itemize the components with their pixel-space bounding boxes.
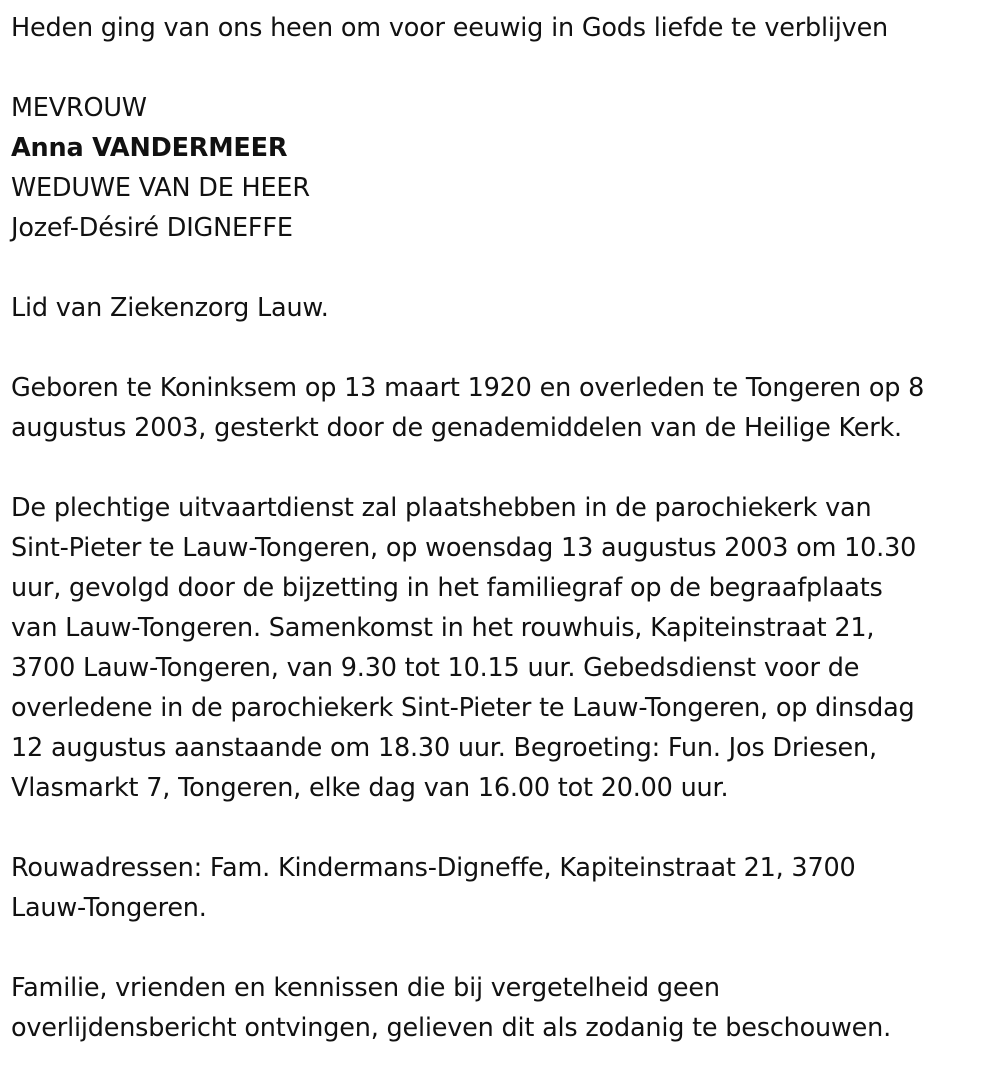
person-name: Anna VANDERMEER xyxy=(11,133,288,163)
spouse-name: Jozef-Désiré DIGNEFFE xyxy=(11,213,293,243)
text-line: Vlasmarkt 7, Tongeren, elke dag van 16.00 tot 20.00 uur. xyxy=(11,773,729,803)
spacer xyxy=(11,248,986,288)
text-line: De plechtige uitvaartdienst zal plaatshebben in de parochiekerk van xyxy=(11,493,872,523)
text-line: Rouwadressen: Fam. Kindermans-Digneffe, Kapiteinstraat 21, 3700 xyxy=(11,853,856,883)
spacer xyxy=(11,448,986,488)
text-line: Familie, vrienden en kennissen die bij vergetelheid geen xyxy=(11,973,720,1003)
text-line: 3700 Lauw-Tongeren, van 9.30 tot 10.15 uur. Gebedsdienst voor de xyxy=(11,653,860,683)
text-line: Lauw-Tongeren. xyxy=(11,893,207,923)
text-line: 12 augustus aanstaande om 18.30 uur. Begroeting: Fun. Jos Driesen, xyxy=(11,733,877,763)
closing-paragraph xyxy=(11,968,986,1048)
spacer xyxy=(11,808,986,848)
condolences-paragraph xyxy=(11,848,986,928)
service-paragraph xyxy=(11,488,986,808)
spacer xyxy=(11,928,986,968)
text-line: augustus 2003, gesterkt door de genademiddelen van de Heilige Kerk. xyxy=(11,413,902,443)
spacer xyxy=(11,328,986,368)
intro-line: Heden ging van ons heen om voor eeuwig in Gods liefde te verblijven xyxy=(11,13,889,43)
person-relation: WEDUWE VAN DE HEER xyxy=(11,173,310,203)
text-line: Sint-Pieter te Lauw-Tongeren, op woensdag 13 augustus 2003 om 10.30 xyxy=(11,533,917,563)
spacer xyxy=(11,48,986,88)
person-title: MEVROUW xyxy=(11,93,147,123)
text-line: van Lauw-Tongeren. Samenkomst in het rouwhuis, Kapiteinstraat 21, xyxy=(11,613,875,643)
membership-line: Lid van Ziekenzorg Lauw. xyxy=(11,293,329,323)
text-line: uur, gevolgd door de bijzetting in het familiegraf op de begraafplaats xyxy=(11,573,883,603)
birth-death-paragraph xyxy=(11,368,986,448)
death-notice xyxy=(11,8,986,1048)
text-line: Geboren te Koninksem op 13 maart 1920 en overleden te Tongeren op 8 xyxy=(11,373,925,403)
text-line: overlijdensbericht ontvingen, gelieven dit als zodanig te beschouwen. xyxy=(11,1013,892,1043)
text-line: overledene in de parochiekerk Sint-Pieter te Lauw-Tongeren, op dinsdag xyxy=(11,693,915,723)
